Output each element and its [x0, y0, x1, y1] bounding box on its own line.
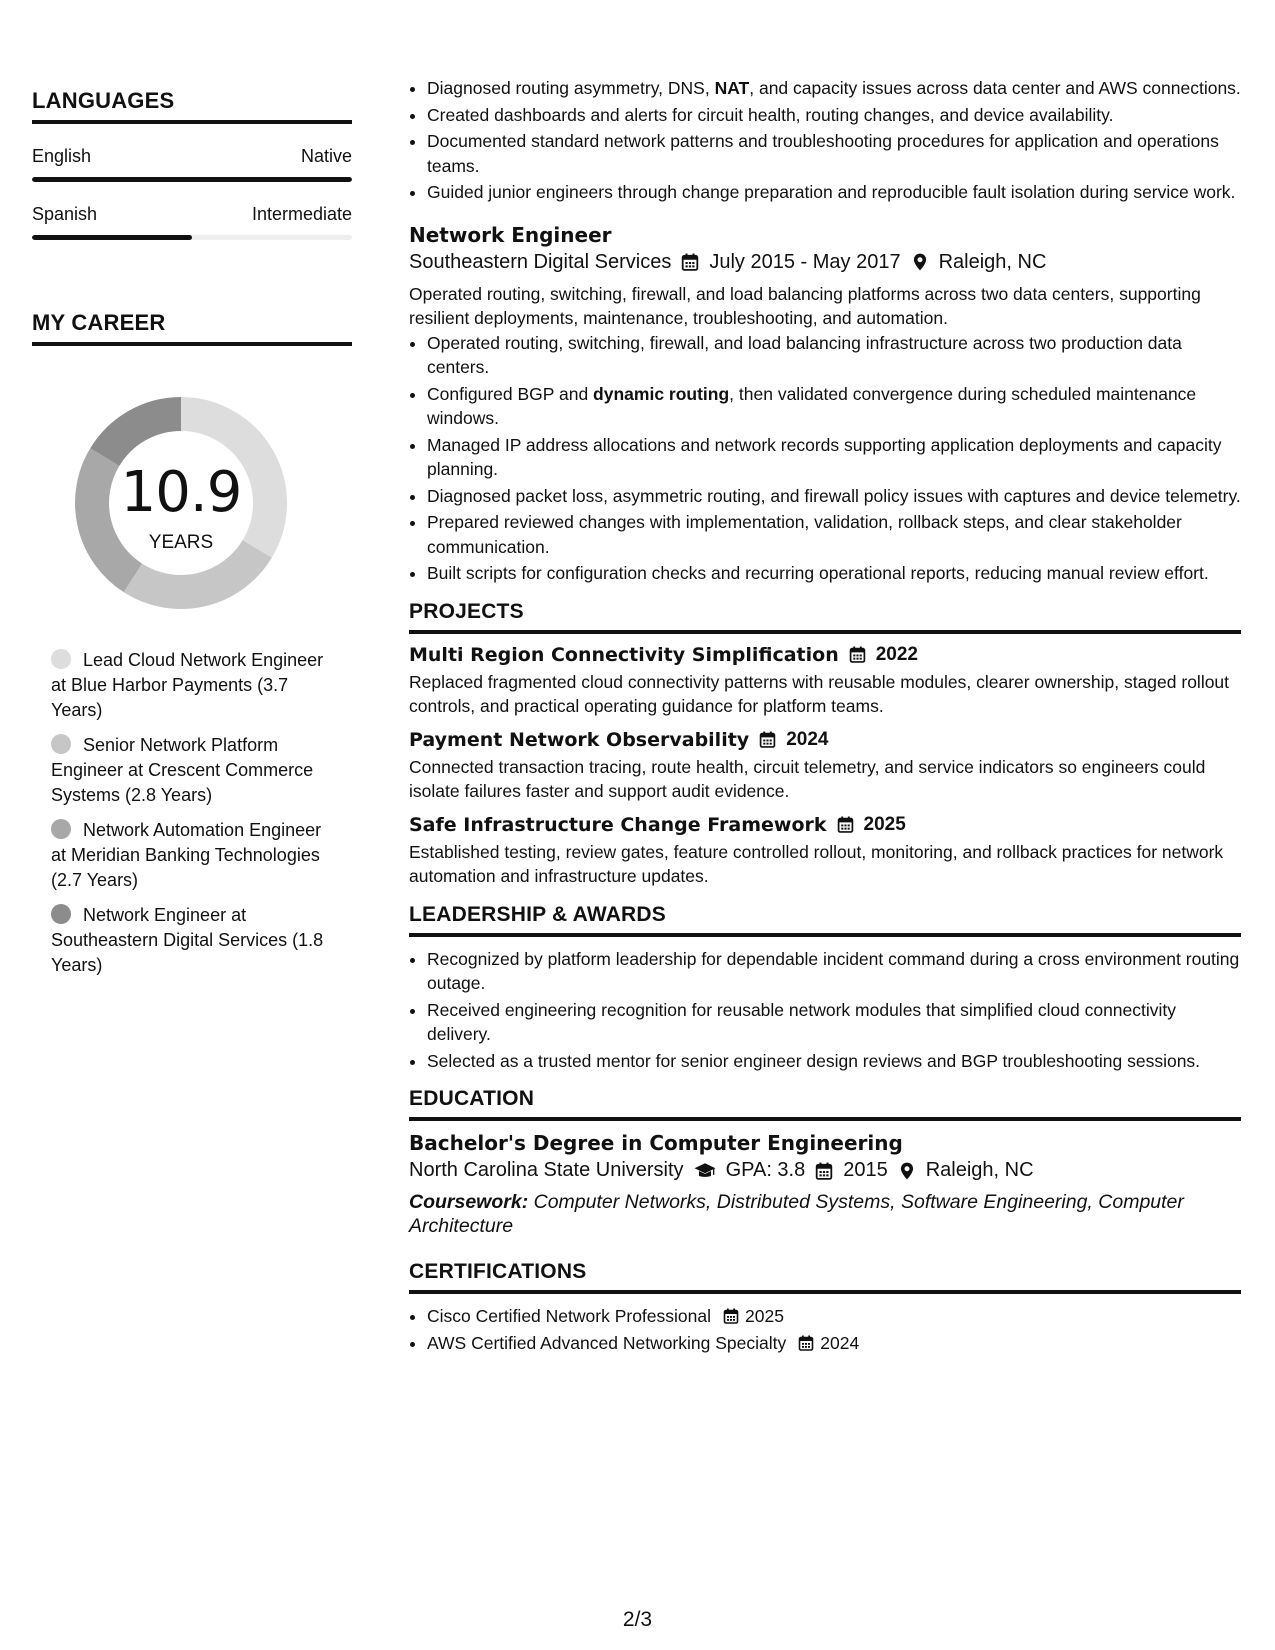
location-pin-icon — [911, 253, 929, 271]
career-legend-label: Senior Network Platform Engineer at Crescent Commerce Systems (2.8 Years) — [51, 735, 314, 805]
award-item: • Selected as a trusted mentor for senior engineer design reviews and BGP troubleshooting sessions. — [427, 1049, 1241, 1074]
coursework-label: Coursework: — [409, 1191, 529, 1213]
language-name: Spanish — [32, 204, 98, 224]
languages-heading: LANGUAGES — [32, 88, 352, 124]
legend-dot-icon — [51, 819, 71, 839]
project-title: Safe Infrastructure Change Framework — [409, 813, 827, 836]
project-title: Multi Region Connectivity Simplification — [409, 643, 839, 666]
languages-list — [32, 146, 352, 240]
language-level: Native — [300, 146, 352, 166]
bullet-text: Operated routing, switching, firewall, and load balancing infrastructure across two production data centers. — [427, 332, 1182, 377]
career-legend-item — [51, 818, 341, 893]
calendar-icon — [849, 646, 866, 663]
bullet-item — [427, 180, 1241, 205]
certification-name: • AWS Certified Advanced Networking Specialty — [427, 1332, 787, 1353]
language-proficiency-bar — [32, 177, 352, 182]
project-description: Connected transaction tracing, route health, circuit telemetry, and service indicators so engineers could isolate failures faster and support audit evidence. — [409, 756, 1206, 801]
bullet-text: Diagnosed routing asymmetry, DNS, — [427, 78, 715, 98]
legend-dot-icon — [51, 649, 71, 669]
project-title-row — [409, 644, 1241, 666]
career-legend-label: Lead Cloud Network Engineer at Blue Harbor Payments (3.7 Years) — [51, 650, 324, 720]
project-title-row — [409, 814, 1241, 836]
career-donut — [66, 388, 296, 618]
bullet-item — [427, 561, 1241, 586]
bullet-item — [427, 510, 1241, 559]
award-item: • Received engineering recognition for reusable network modules that simplified cloud connectivity delivery. — [427, 998, 1241, 1047]
certifications-list — [409, 1304, 1241, 1355]
career-total-years: 10.9 — [120, 460, 242, 525]
certification-line — [427, 1304, 1241, 1329]
language-name: English — [32, 146, 92, 166]
bullet-item — [427, 433, 1241, 482]
left-column — [32, 88, 352, 988]
education-coursework — [409, 1190, 1241, 1238]
job-location: Raleigh, NC — [938, 250, 1047, 273]
project-title: Payment Network Observability — [409, 728, 750, 751]
awards-list — [409, 947, 1241, 1074]
certification-year: 2025 — [745, 1306, 784, 1326]
certification-line — [427, 1331, 1241, 1356]
bullet-text: Documented standard network patterns and troubleshooting procedures for application and operations teams. — [427, 131, 1219, 176]
previous-job-bullets — [409, 76, 1241, 205]
bullet-text: Created dashboards and alerts for circuit health, routing changes, and device availability. — [427, 104, 1114, 125]
bullet-text: Configured BGP and — [427, 383, 594, 404]
career-legend-item — [51, 903, 341, 978]
career-legend-item — [51, 648, 341, 723]
language-proficiency-fill — [32, 235, 192, 240]
career-legend-item — [51, 733, 341, 808]
bullet-item — [427, 76, 1241, 101]
career-heading: MY CAREER — [32, 310, 352, 346]
page-number: 2/3 — [622, 1608, 653, 1631]
projects-list — [409, 644, 1241, 889]
award-item: • Recognized by platform leadership for dependable incident command during a cross environment routing outage. — [427, 947, 1241, 996]
career-legend-label: Network Engineer at Southeastern Digital Services (1.8 Years) — [51, 905, 324, 975]
bullet-item — [427, 103, 1241, 128]
right-column — [409, 76, 1241, 1357]
project-year: 2025 — [863, 813, 906, 835]
language-row — [32, 204, 352, 225]
certification-year: 2024 — [820, 1332, 860, 1353]
education-location: Raleigh, NC — [925, 1159, 1034, 1181]
education-meta — [409, 1159, 1241, 1182]
calendar-icon — [681, 253, 699, 271]
job-summary: Operated routing, switching, firewall, and load balancing platforms across two data centers, supporting resilient deployments, maintenance, troubleshooting, and automation. — [409, 283, 1201, 328]
project-title-row — [409, 729, 1241, 751]
bullet-text: Built scripts for configuration checks and recurring operational reports, reducing manual review effort. — [427, 563, 1209, 583]
career-legend — [51, 648, 341, 978]
language-proficiency-fill — [32, 177, 352, 182]
calendar-icon — [837, 816, 854, 833]
projects-heading: PROJECTS — [409, 600, 1241, 634]
bullet-item — [427, 382, 1241, 431]
coursework-text: Computer Networks, Distributed Systems, Software Engineering, Computer Architecture — [409, 1191, 1184, 1237]
calendar-icon — [815, 1162, 833, 1180]
certification-item — [427, 1304, 1241, 1329]
bullet-text: , and capacity issues across data center and AWS connections. — [749, 78, 1241, 98]
bullet-item — [427, 331, 1241, 380]
calendar-icon — [759, 731, 776, 748]
bullet-text: Guided junior engineers through change preparation and reproducible fault isolation during service work. — [427, 182, 1236, 202]
bullet-text: , then validated convergence during scheduled maintenance windows. — [427, 383, 1197, 428]
education-school: North Carolina State University — [409, 1159, 684, 1181]
education-degree: Bachelor's Degree in Computer Engineering — [409, 1131, 903, 1155]
certification-name: • Cisco Certified Network Professional — [427, 1306, 711, 1326]
certification-item — [427, 1331, 1241, 1356]
project-year: 2024 — [786, 728, 829, 750]
bullet-item — [427, 484, 1241, 509]
project-description: Replaced fragmented cloud connectivity patterns with reusable modules, clearer ownership, staged rollout controls, and practical operating guidance for platform teams. — [409, 671, 1230, 716]
location-pin-icon — [898, 1162, 916, 1180]
calendar-icon — [798, 1335, 814, 1351]
bullet-text: Prepared reviewed changes with implementation, validation, rollback steps, and clear stakeholder communication. — [427, 512, 1182, 557]
career-years-unit: YEARS — [148, 532, 214, 553]
graduation-cap-icon — [694, 1162, 716, 1180]
language-level: Intermediate — [251, 204, 352, 224]
project-year: 2022 — [875, 643, 918, 665]
bullet-bold-text: dynamic routing — [593, 383, 730, 404]
awards-heading: LEADERSHIP & AWARDS — [409, 903, 1241, 937]
language-row — [32, 146, 352, 167]
project-description: Established testing, review gates, feature controlled rollout, monitoring, and rollback practices for network automation and infrastructure updates. — [409, 841, 1224, 886]
bullet-bold-text: NAT — [714, 78, 750, 98]
legend-dot-icon — [51, 904, 71, 924]
bullet-text: Diagnosed packet loss, asymmetric routing, and firewall policy issues with captures and device telemetry. — [427, 485, 1241, 506]
calendar-icon — [723, 1308, 739, 1324]
job-title: Network Engineer — [409, 222, 612, 247]
education-year: 2015 — [843, 1159, 888, 1181]
education-heading: EDUCATION — [409, 1087, 1241, 1121]
bullet-item — [427, 129, 1241, 178]
career-legend-label: Network Automation Engineer at Meridian Banking Technologies (2.7 Years) — [51, 820, 322, 890]
bullet-text: Managed IP address allocations and network records supporting application deployments and capacity planning. — [427, 434, 1222, 479]
job-meta — [409, 251, 1241, 274]
language-proficiency-bar — [32, 235, 352, 240]
certifications-heading: CERTIFICATIONS — [409, 1260, 1241, 1294]
job-company: Southeastern Digital Services — [409, 250, 672, 273]
job-dates: July 2015 - May 2017 — [709, 250, 901, 273]
job-bullets — [409, 331, 1241, 586]
legend-dot-icon — [51, 734, 71, 754]
education-gpa: GPA: 3.8 — [725, 1159, 806, 1181]
